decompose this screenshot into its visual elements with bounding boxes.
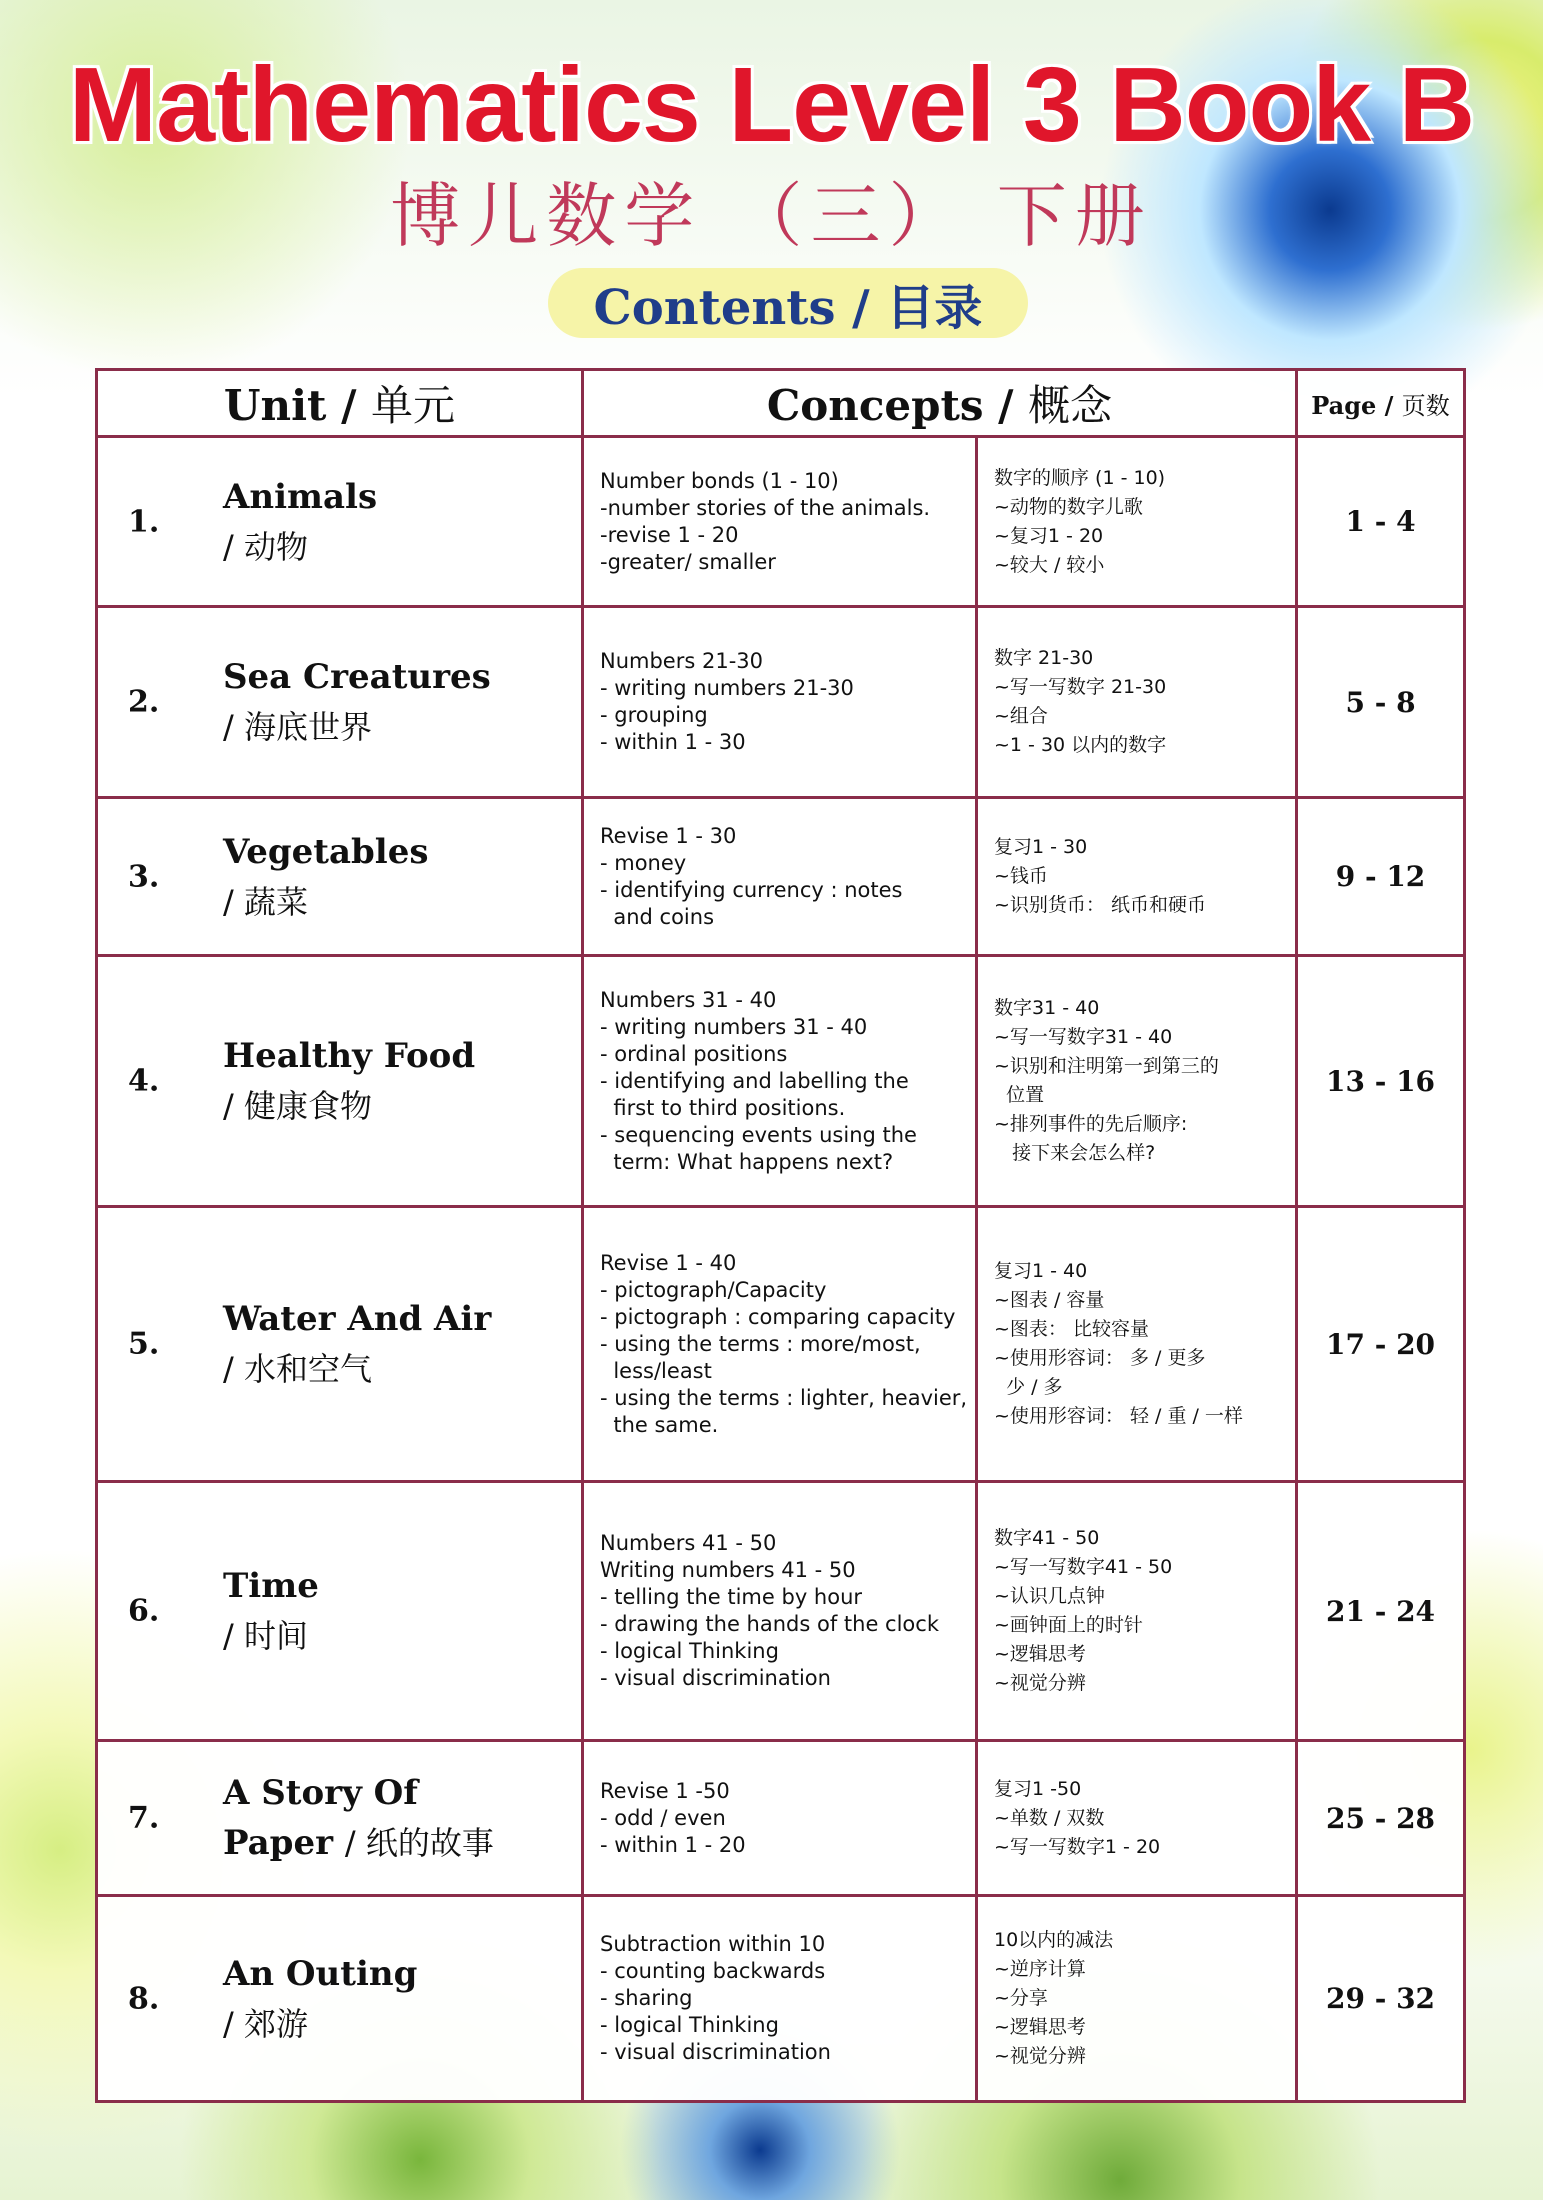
concept-en-line: - pictograph : comparing capacity [600, 1304, 956, 1329]
concept-zh-line: ~复习1 - 20 [994, 524, 1104, 547]
page-range: 17 - 20 [1297, 1206, 1465, 1482]
concept-zh-line: 位置 [994, 1084, 1045, 1107]
concept-en-line: - telling the time by hour [600, 1585, 863, 1610]
table-row [97, 797, 1465, 955]
concept-en-line: - sharing [600, 1986, 693, 2011]
concept-en-line: -greater/ smaller [600, 549, 776, 574]
unit-header-sep: / [326, 381, 372, 430]
concepts-zh-cell [977, 1482, 1297, 1741]
concept-en-line: term: What happens next? [600, 1149, 894, 1174]
concepts-zh-cell [977, 797, 1297, 955]
concept-en-line: - odd / even [600, 1805, 726, 1830]
unit-name: Sea Creatures [223, 657, 491, 698]
concept-zh-line: ~认识几点钟 [994, 1585, 1105, 1608]
unit-name: Water And Air [223, 1299, 492, 1340]
concept-zh-line: ~写一写数字 21-30 [994, 676, 1167, 699]
concept-zh-line: ~写一写数字31 - 40 [994, 1026, 1173, 1049]
unit-name-zh: / 健康食物 [223, 1087, 372, 1126]
concept-en-line: Revise 1 - 40 [600, 1250, 737, 1275]
concept-en-line: Numbers 21-30 [600, 649, 763, 674]
concept-zh-line: 复习1 - 30 [994, 836, 1088, 859]
table-row [97, 1482, 1465, 1741]
concepts-header-zh: 概念 [1028, 381, 1113, 430]
unit-name: Time [223, 1566, 319, 1607]
concept-zh-line: ~图表： 比较容量 [994, 1318, 1149, 1341]
concept-en-line: - identifying and labelling the [600, 1068, 909, 1093]
concept-zh-line: ~动物的数字儿歌 [994, 495, 1143, 518]
concepts-en-cell [583, 1482, 977, 1741]
unit-name: Vegetables [223, 831, 429, 872]
concept-en-line: Revise 1 -50 [600, 1778, 730, 1803]
concept-en-line: - using the terms : lighter, heavier, [600, 1385, 968, 1410]
concept-zh-line: ~逻辑思考 [994, 2016, 1086, 2039]
page-range: 13 - 16 [1297, 956, 1465, 1207]
concept-en-line: and coins [600, 904, 715, 929]
contents-table [95, 368, 1463, 2103]
concept-zh-line: ~识别和注明第一到第三的 [994, 1055, 1219, 1078]
unit-number: 4. [128, 1063, 160, 1099]
concept-zh-line: 10以内的减法 [994, 1929, 1114, 1952]
concept-zh-line: ~视觉分辨 [994, 2045, 1086, 2068]
unit-cell [97, 437, 583, 607]
concept-zh-line: ~逆序计算 [994, 1958, 1086, 1981]
unit-number: 2. [128, 684, 160, 720]
unit-number: 3. [128, 859, 160, 895]
page-range: 9 - 12 [1297, 797, 1465, 955]
concepts-en-cell [583, 1206, 977, 1482]
concept-zh-line: ~写一写数字1 - 20 [994, 1835, 1161, 1858]
book-subtitle: 博儿数学 （三） 下册 [390, 175, 1153, 257]
concept-zh-line: ~1 - 30 以内的数字 [994, 734, 1167, 757]
concept-zh-line: 数字 21-30 [994, 647, 1094, 670]
concept-en-line: - visual discrimination [600, 1666, 831, 1691]
concepts-en-cell [583, 797, 977, 955]
concept-zh-line: ~单数 / 双数 [994, 1806, 1105, 1829]
unit-cell [97, 607, 583, 797]
concept-zh-line: ~排列事件的先后顺序: [994, 1113, 1188, 1136]
concept-zh-line: 接下来会怎么样? [994, 1142, 1156, 1165]
concept-en-line: - within 1 - 30 [600, 730, 746, 755]
page-range: 5 - 8 [1297, 607, 1465, 797]
unit-number: 5. [128, 1326, 160, 1362]
concept-zh-line: ~图表 / 容量 [994, 1289, 1105, 1312]
concept-en-line: -revise 1 - 20 [600, 522, 739, 547]
concept-en-line: - sequencing events using the [600, 1122, 917, 1147]
concept-en-line: first to third positions. [600, 1095, 846, 1120]
concepts-zh-cell [977, 1206, 1297, 1482]
concept-en-line: Subtraction within 10 [600, 1932, 826, 1957]
page-range: 29 - 32 [1297, 1896, 1465, 2102]
concept-en-line: - pictograph/Capacity [600, 1277, 827, 1302]
unit-name-zh: / 纸的故事 [344, 1824, 494, 1863]
unit-name-zh: / 动物 [223, 527, 308, 566]
unit-cell [97, 1741, 583, 1896]
concept-en-line: Writing numbers 41 - 50 [600, 1558, 856, 1583]
contents-heading: Contents / 目录 [548, 268, 1028, 338]
concepts-zh-cell [977, 1741, 1297, 1896]
page-range: 21 - 24 [1297, 1482, 1465, 1741]
table-header-row [97, 370, 1465, 437]
unit-name: Animals [223, 476, 378, 517]
unit-number: 7. [128, 1800, 160, 1836]
concept-zh-line: ~使用形容词： 轻 / 重 / 一样 [994, 1405, 1243, 1428]
concepts-header-en: Concepts [766, 381, 984, 430]
concepts-header-sep: / [983, 381, 1029, 430]
concepts-en-cell [583, 437, 977, 607]
concept-zh-line: 少 / 多 [994, 1376, 1063, 1399]
concept-zh-line: 复习1 - 40 [994, 1260, 1088, 1283]
concept-en-line: - ordinal positions [600, 1041, 788, 1066]
concept-en-line: - writing numbers 21-30 [600, 676, 854, 701]
page-range: 25 - 28 [1297, 1741, 1465, 1896]
concept-zh-line: 数字41 - 50 [994, 1527, 1100, 1550]
concept-en-line: - within 1 - 20 [600, 1832, 746, 1857]
concept-en-line: Numbers 31 - 40 [600, 987, 777, 1012]
concept-en-line: -number stories of the animals. [600, 495, 931, 520]
table-row [97, 1741, 1465, 1896]
concepts-zh-cell [977, 956, 1297, 1207]
concept-en-line: Revise 1 - 30 [600, 823, 737, 848]
concept-en-line: - logical Thinking [600, 1639, 779, 1664]
concept-en-line: the same. [600, 1412, 719, 1437]
table-row [97, 956, 1465, 1207]
unit-cell [97, 1206, 583, 1482]
unit-name-zh: / 蔬菜 [223, 882, 308, 921]
unit-number: 8. [128, 1981, 160, 2017]
unit-name-zh: / 海底世界 [223, 708, 372, 747]
concepts-en-cell [583, 1741, 977, 1896]
concept-zh-line: ~使用形容词： 多 / 更多 [994, 1347, 1206, 1370]
table-row [97, 437, 1465, 607]
unit-header [97, 370, 583, 437]
concept-en-line: - logical Thinking [600, 2013, 779, 2038]
table-row [97, 1206, 1465, 1482]
unit-name-zh: / 时间 [223, 1617, 308, 1656]
concepts-en-cell [583, 1896, 977, 2102]
concepts-en-cell [583, 956, 977, 1207]
book-title: Mathematics Level 3 Book B [68, 46, 1475, 164]
concept-zh-line: ~逻辑思考 [994, 1643, 1086, 1666]
concept-zh-line: ~视觉分辨 [994, 1672, 1086, 1695]
page-header-en: Page [1311, 390, 1377, 420]
unit-name-2: Paper [223, 1823, 334, 1864]
concept-zh-line: ~组合 [994, 705, 1048, 728]
unit-name-zh: / 郊游 [223, 2004, 308, 2043]
page-header-zh: 页数 [1401, 391, 1450, 420]
unit-cell [97, 1482, 583, 1741]
concept-zh-line: 复习1 -50 [994, 1777, 1082, 1800]
concept-en-line: less/least [600, 1358, 712, 1383]
concept-zh-line: ~钱币 [994, 865, 1048, 888]
concept-en-line: - identifying currency : notes [600, 877, 903, 902]
unit-header-en: Unit [223, 381, 327, 430]
concept-zh-line: ~识别货币： 纸币和硬币 [994, 894, 1206, 917]
concept-en-line: Numbers 41 - 50 [600, 1531, 777, 1556]
concept-en-line: - writing numbers 31 - 40 [600, 1014, 868, 1039]
concept-en-line: - visual discrimination [600, 2040, 831, 2065]
page-header-sep: / [1376, 390, 1402, 420]
unit-number: 6. [128, 1593, 160, 1629]
unit-name-line2 [223, 1818, 581, 1868]
table-row [97, 607, 1465, 797]
concept-zh-line: ~画钟面上的时针 [994, 1614, 1143, 1637]
unit-name: A Story Of [223, 1773, 418, 1814]
concept-zh-line: 数字的顺序 (1 - 10) [994, 466, 1166, 489]
concept-en-line: - counting backwards [600, 1959, 826, 1984]
concept-zh-line: ~分享 [994, 1987, 1048, 2010]
concept-en-line: - grouping [600, 703, 708, 728]
unit-cell [97, 956, 583, 1207]
concept-en-line: - money [600, 850, 687, 875]
concepts-zh-cell [977, 607, 1297, 797]
page-range: 1 - 4 [1297, 437, 1465, 607]
concept-zh-line: 数字31 - 40 [994, 997, 1100, 1020]
unit-cell [97, 1896, 583, 2102]
concepts-zh-cell [977, 1896, 1297, 2102]
page-header [1297, 370, 1465, 437]
concept-zh-line: ~较大 / 较小 [994, 553, 1105, 576]
table-row [97, 1896, 1465, 2102]
concepts-header [583, 370, 1297, 437]
concepts-zh-cell [977, 437, 1297, 607]
unit-cell [97, 797, 583, 955]
unit-name: An Outing [223, 1953, 418, 1994]
concept-zh-line: ~写一写数字41 - 50 [994, 1556, 1173, 1579]
unit-name-zh: / 水和空气 [223, 1350, 372, 1389]
concept-en-line: - drawing the hands of the clock [600, 1612, 939, 1637]
concept-en-line: Number bonds (1 - 10) [600, 468, 839, 493]
concepts-en-cell [583, 607, 977, 797]
unit-header-zh: 单元 [371, 381, 456, 430]
unit-number: 1. [128, 504, 160, 540]
concept-en-line: - using the terms : more/most, [600, 1331, 921, 1356]
unit-name: Healthy Food [223, 1036, 476, 1077]
